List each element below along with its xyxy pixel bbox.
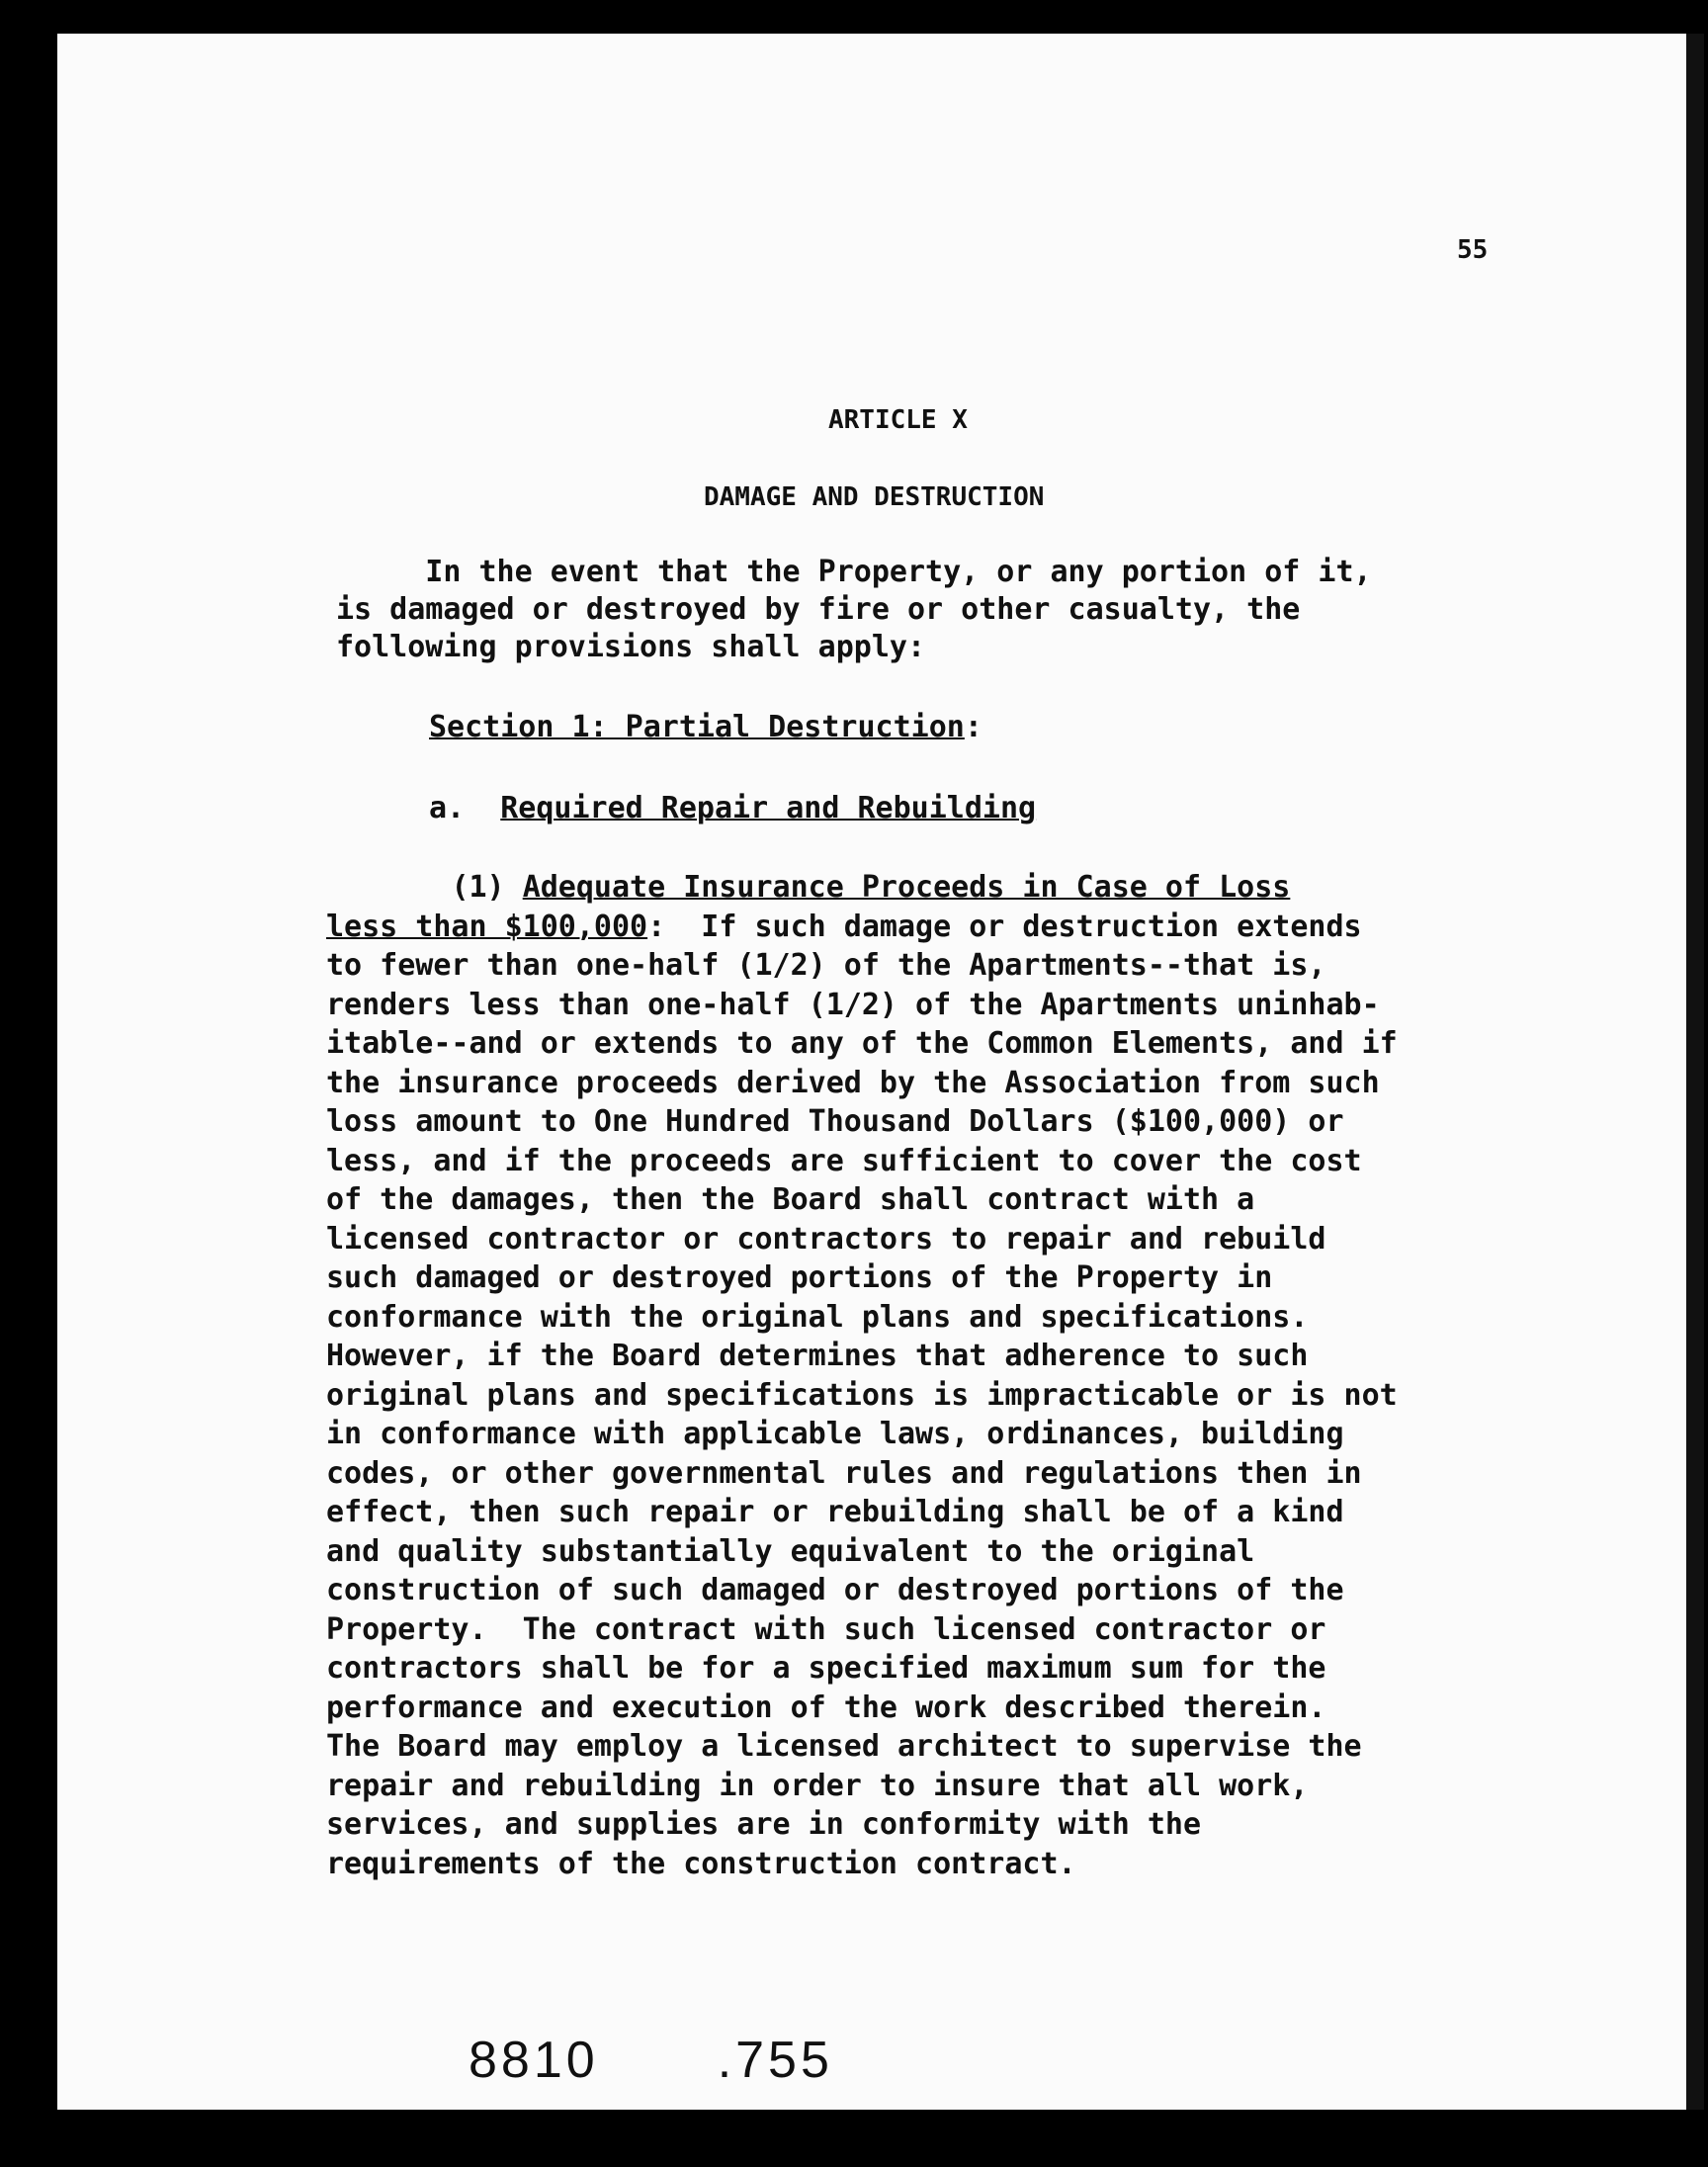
section-heading-colon: : bbox=[964, 710, 982, 744]
stamp-left: 8810 bbox=[469, 2032, 599, 2089]
paragraph-number: (1) bbox=[451, 870, 505, 905]
body-line: effect, then such repair or rebuilding shall be of a kind bbox=[326, 1495, 1344, 1529]
paragraph-heading-part1: Adequate Insurance Proceeds in Case of Loss bbox=[522, 870, 1291, 905]
paragraph-body bbox=[326, 868, 1493, 1883]
paragraph-heading-line bbox=[326, 868, 1493, 908]
article-title: ARTICLE X bbox=[828, 405, 968, 435]
subsection-heading-text: Required Repair and Rebuilding bbox=[500, 791, 1037, 825]
intro-paragraph bbox=[336, 554, 1483, 666]
body-line: renders less than one-half (1/2) of the Apartments uninhab- bbox=[326, 987, 1380, 1022]
body-line-text: : If such damage or destruction extends bbox=[647, 909, 1362, 944]
article-subtitle: DAMAGE AND DESTRUCTION bbox=[704, 482, 1045, 512]
subsection-marker: a. bbox=[429, 791, 466, 825]
body-line: performance and execution of the work described therein. bbox=[326, 1690, 1326, 1725]
body-line bbox=[326, 908, 1493, 947]
body-line: The Board may employ a licensed architect to supervise the bbox=[326, 1729, 1362, 1764]
page-number: 55 bbox=[1457, 235, 1489, 265]
body-line: to fewer than one-half (1/2) of the Apartments--that is, bbox=[326, 948, 1326, 983]
body-line: Property. The contract with such licensed contractor or bbox=[326, 1611, 1326, 1647]
document-stamp-number bbox=[469, 2031, 833, 2090]
subsection-heading bbox=[429, 791, 1036, 825]
body-line: licensed contractor or contractors to repair and rebuild bbox=[326, 1221, 1326, 1257]
intro-line: is damaged or destroyed by fire or other casualty, the bbox=[336, 592, 1301, 627]
body-line: and quality substantially equivalent to the original bbox=[326, 1533, 1255, 1569]
body-line: original plans and specifications is impracticable or is not bbox=[326, 1377, 1398, 1413]
body-line: of the damages, then the Board shall contract with a bbox=[326, 1182, 1255, 1217]
body-line: the insurance proceeds derived by the Association from such bbox=[326, 1065, 1380, 1100]
body-line: loss amount to One Hundred Thousand Dollars ($100,000) or bbox=[326, 1104, 1344, 1139]
intro-line: In the event that the Property, or any portion of it, bbox=[336, 555, 1372, 589]
body-line: contractors shall be for a specified maximum sum for the bbox=[326, 1651, 1326, 1686]
body-line: codes, or other governmental rules and regulations then in bbox=[326, 1455, 1362, 1491]
paragraph-heading-part2: less than $100,000 bbox=[326, 909, 648, 944]
body-line: repair and rebuilding in order to insure that all work, bbox=[326, 1768, 1309, 1803]
section-heading bbox=[429, 710, 982, 744]
body-line: such damaged or destroyed portions of the Property in bbox=[326, 1260, 1273, 1295]
body-line: in conformance with applicable laws, ordinances, building bbox=[326, 1417, 1344, 1451]
body-line: services, and supplies are in conformity with the bbox=[326, 1807, 1202, 1842]
body-line: itable--and or extends to any of the Common Elements, and if bbox=[326, 1026, 1398, 1061]
body-line: However, if the Board determines that adherence to such bbox=[326, 1339, 1309, 1373]
intro-line: following provisions shall apply: bbox=[336, 630, 926, 664]
section-heading-text: Section 1: Partial Destruction bbox=[429, 710, 965, 744]
body-line: requirements of the construction contract. bbox=[326, 1846, 1076, 1881]
body-line: construction of such damaged or destroyed portions of the bbox=[326, 1573, 1344, 1607]
body-line: less, and if the proceeds are sufficient to cover the cost bbox=[326, 1143, 1362, 1178]
body-line: conformance with the original plans and specifications. bbox=[326, 1299, 1309, 1335]
stamp-right: .755 bbox=[717, 2032, 833, 2089]
